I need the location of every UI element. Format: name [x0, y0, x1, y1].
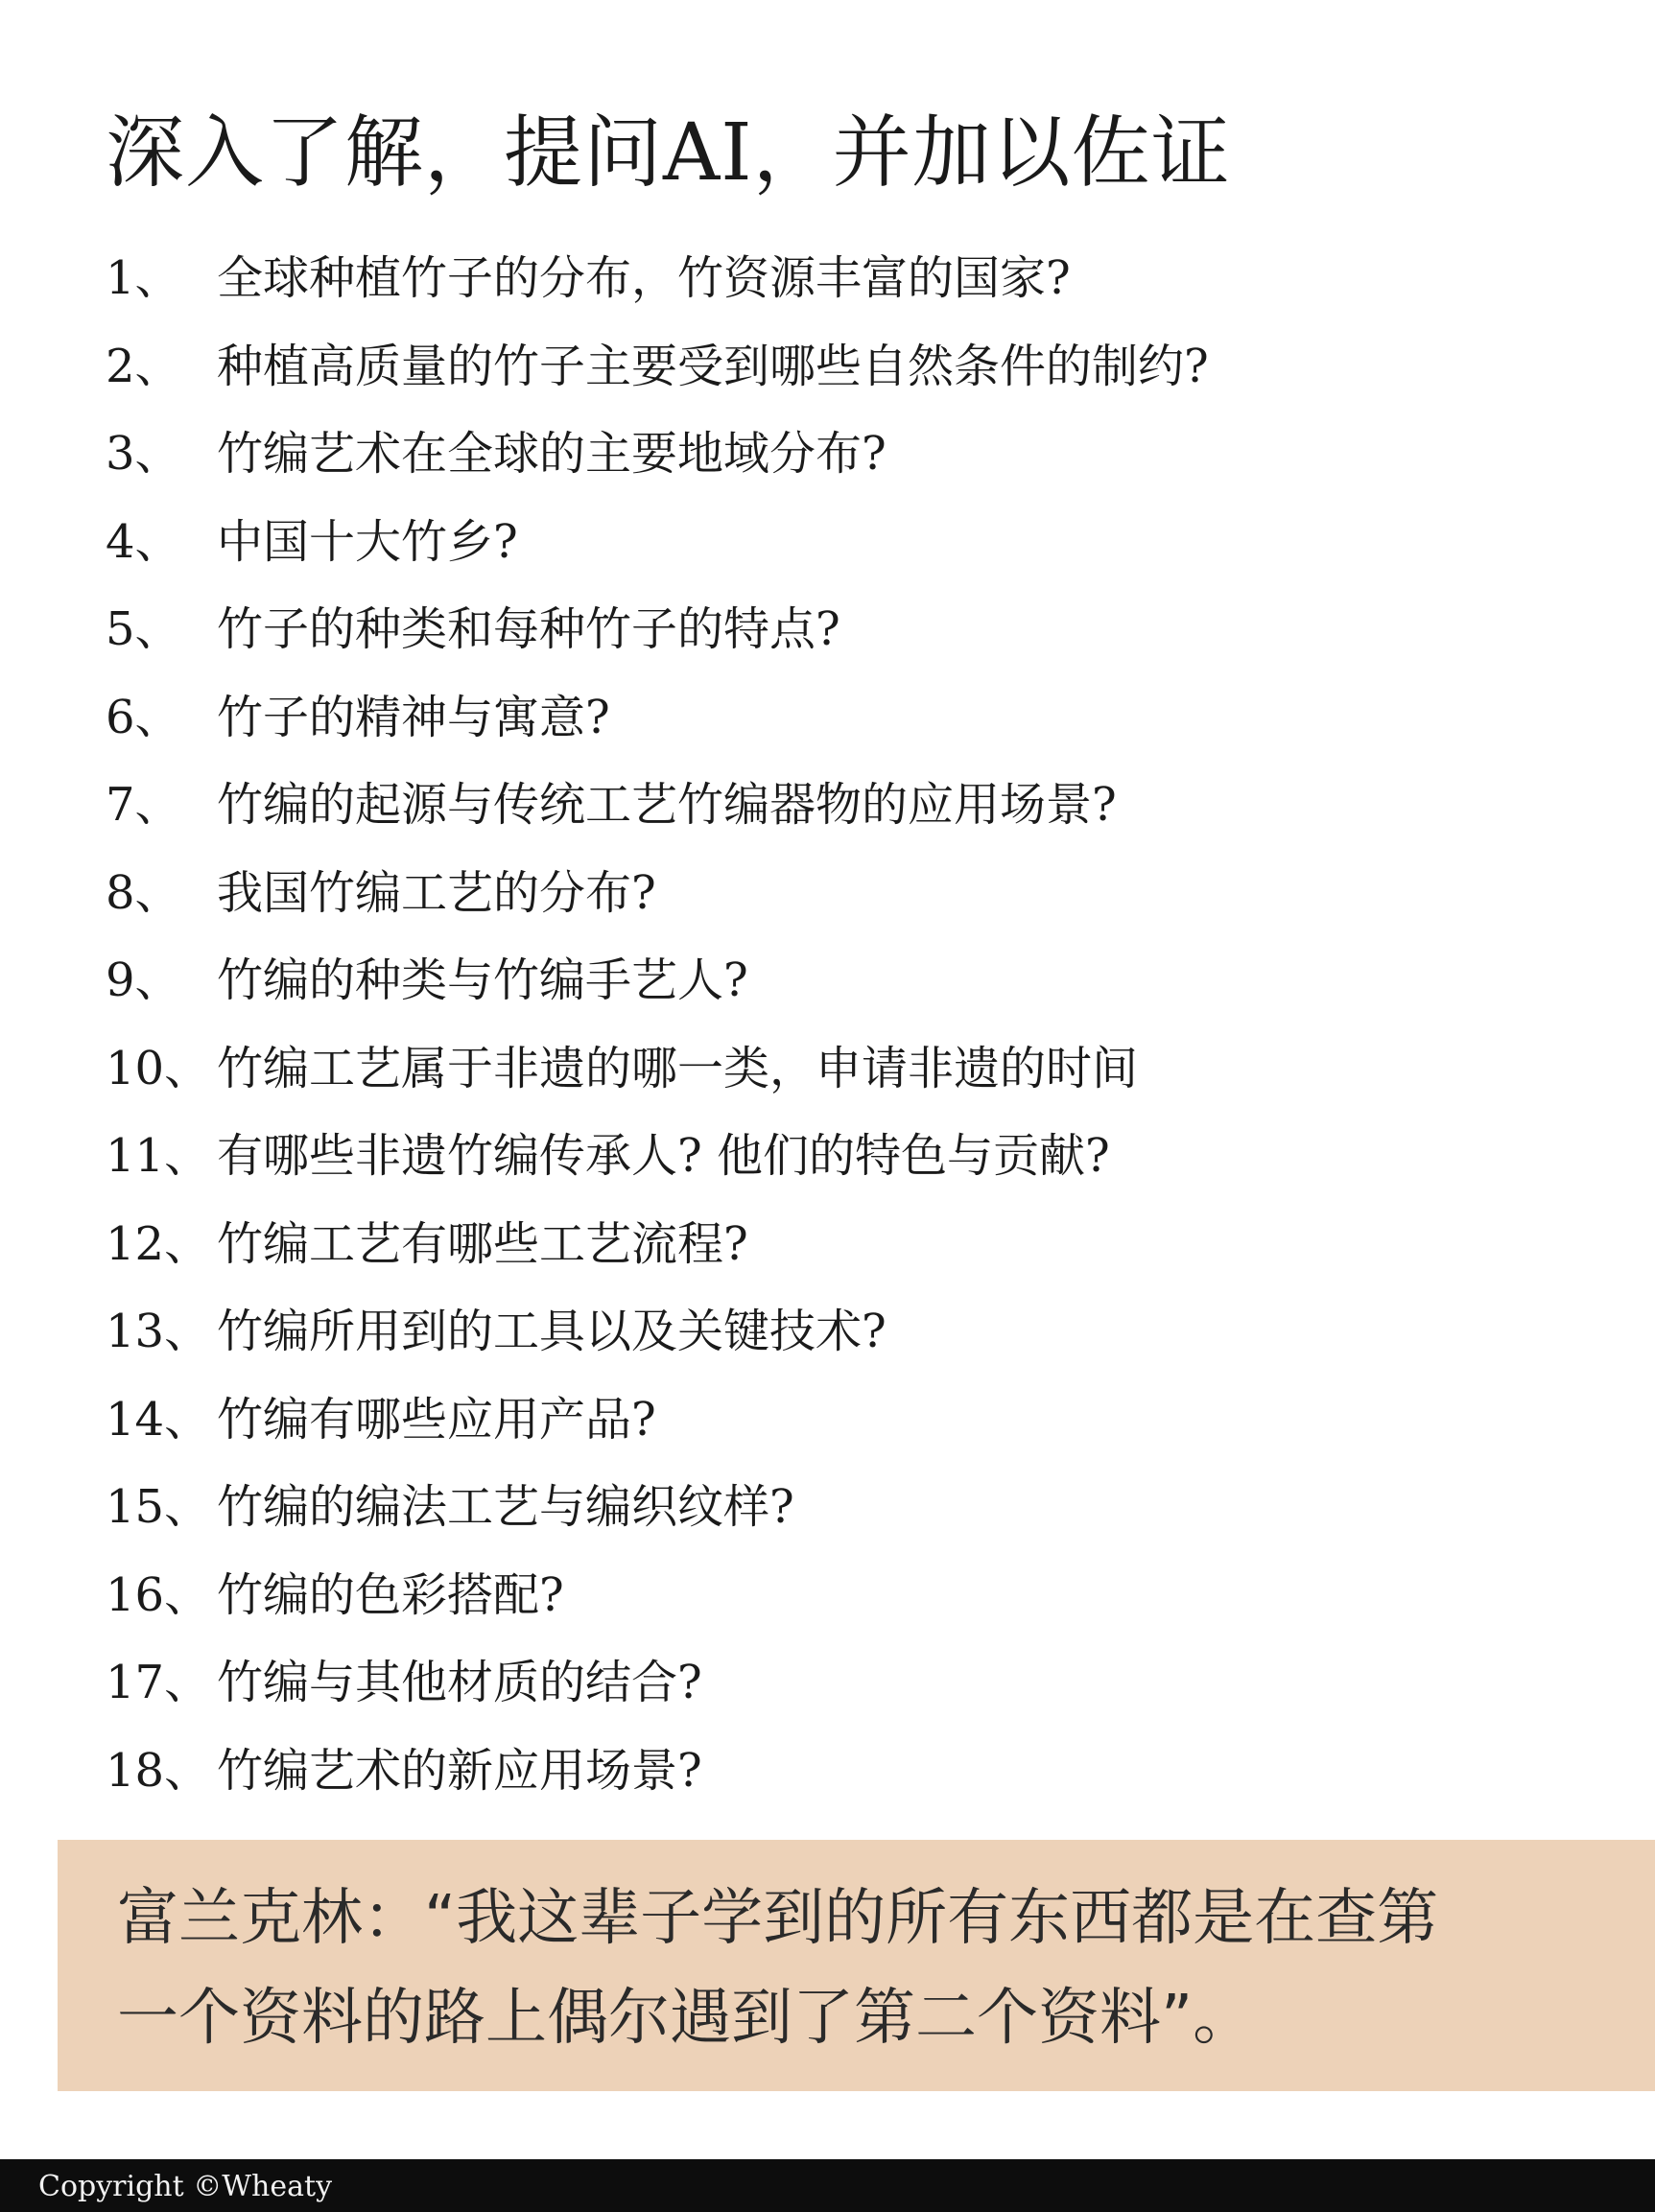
question-number: 5、: [106, 602, 181, 657]
question-text: 有哪些非遗竹编传承人? 他们的特色与贡献?: [217, 1129, 1110, 1184]
question-number: 1、: [106, 251, 181, 306]
quote-box: [58, 1840, 1655, 2091]
question-number: 7、: [106, 778, 181, 833]
question-text: 竹编工艺有哪些工艺流程?: [217, 1216, 748, 1271]
list-item: [106, 1459, 1209, 1547]
question-text: 竹编的种类与竹编手艺人?: [217, 953, 748, 1008]
question-text: 竹子的种类和每种竹子的特点?: [217, 602, 840, 657]
question-text: 竹编的编法工艺与编织纹样?: [217, 1480, 794, 1535]
question-text: 竹编与其他材质的结合?: [217, 1656, 702, 1710]
list-item: [106, 318, 1209, 407]
list-item: [106, 757, 1209, 845]
question-number: 4、: [106, 514, 181, 569]
question-number: 13、: [106, 1305, 211, 1359]
question-number: 2、: [106, 339, 181, 393]
quote-line-1: 富兰克林：“我这辈子学到的所有东西都是在查第: [117, 1883, 1439, 1954]
question-text: 竹编的起源与传统工艺竹编器物的应用场景?: [217, 778, 1117, 833]
question-number: 18、: [106, 1743, 211, 1798]
list-item: [106, 1021, 1209, 1109]
copyright-text: Copyright ©Wheaty: [38, 2170, 333, 2203]
question-number: 16、: [106, 1567, 211, 1622]
question-number: 12、: [106, 1216, 211, 1271]
question-number: 11、: [106, 1129, 211, 1184]
list-item: [106, 845, 1209, 933]
question-number: 9、: [106, 953, 181, 1008]
list-item: [106, 1547, 1209, 1635]
question-text: 竹子的精神与寓意?: [217, 690, 610, 744]
list-item: [106, 406, 1209, 494]
list-item: [106, 932, 1209, 1021]
question-number: 6、: [106, 690, 181, 744]
list-item: [106, 581, 1209, 670]
question-number: 14、: [106, 1392, 211, 1447]
list-item: [106, 494, 1209, 582]
footer-bar: [0, 2159, 1655, 2212]
question-text: 竹编工艺属于非遗的哪一类，申请非遗的时间: [217, 1041, 1139, 1095]
question-number: 10、: [106, 1041, 211, 1095]
question-text: 竹编艺术的新应用场景?: [217, 1743, 702, 1798]
list-item: [106, 1372, 1209, 1460]
question-list: [106, 230, 1209, 1810]
question-number: 17、: [106, 1656, 211, 1710]
list-item: [106, 670, 1209, 758]
list-item: [106, 1283, 1209, 1372]
page-title: 深入了解，提问AI，并加以佐证: [106, 107, 1231, 199]
list-item: [106, 1635, 1209, 1723]
quote-line-2: 一个资料的路上偶尔遇到了第二个资料”。: [117, 1983, 1255, 2054]
question-number: 8、: [106, 865, 181, 920]
list-item: [106, 1108, 1209, 1196]
question-text: 中国十大竹乡?: [217, 514, 518, 569]
list-item: [106, 1723, 1209, 1811]
list-item: [106, 1196, 1209, 1284]
question-text: 竹编的色彩搭配?: [217, 1567, 564, 1622]
list-item: [106, 230, 1209, 318]
question-text: 种植高质量的竹子主要受到哪些自然条件的制约?: [217, 339, 1209, 393]
question-text: 竹编所用到的工具以及关键技术?: [217, 1305, 887, 1359]
question-text: 竹编有哪些应用产品?: [217, 1392, 656, 1447]
question-number: 3、: [106, 427, 181, 482]
question-text: 全球种植竹子的分布，竹资源丰富的国家?: [217, 251, 1071, 306]
question-number: 15、: [106, 1480, 211, 1535]
question-text: 竹编艺术在全球的主要地域分布?: [217, 427, 887, 482]
question-text: 我国竹编工艺的分布?: [217, 865, 656, 920]
